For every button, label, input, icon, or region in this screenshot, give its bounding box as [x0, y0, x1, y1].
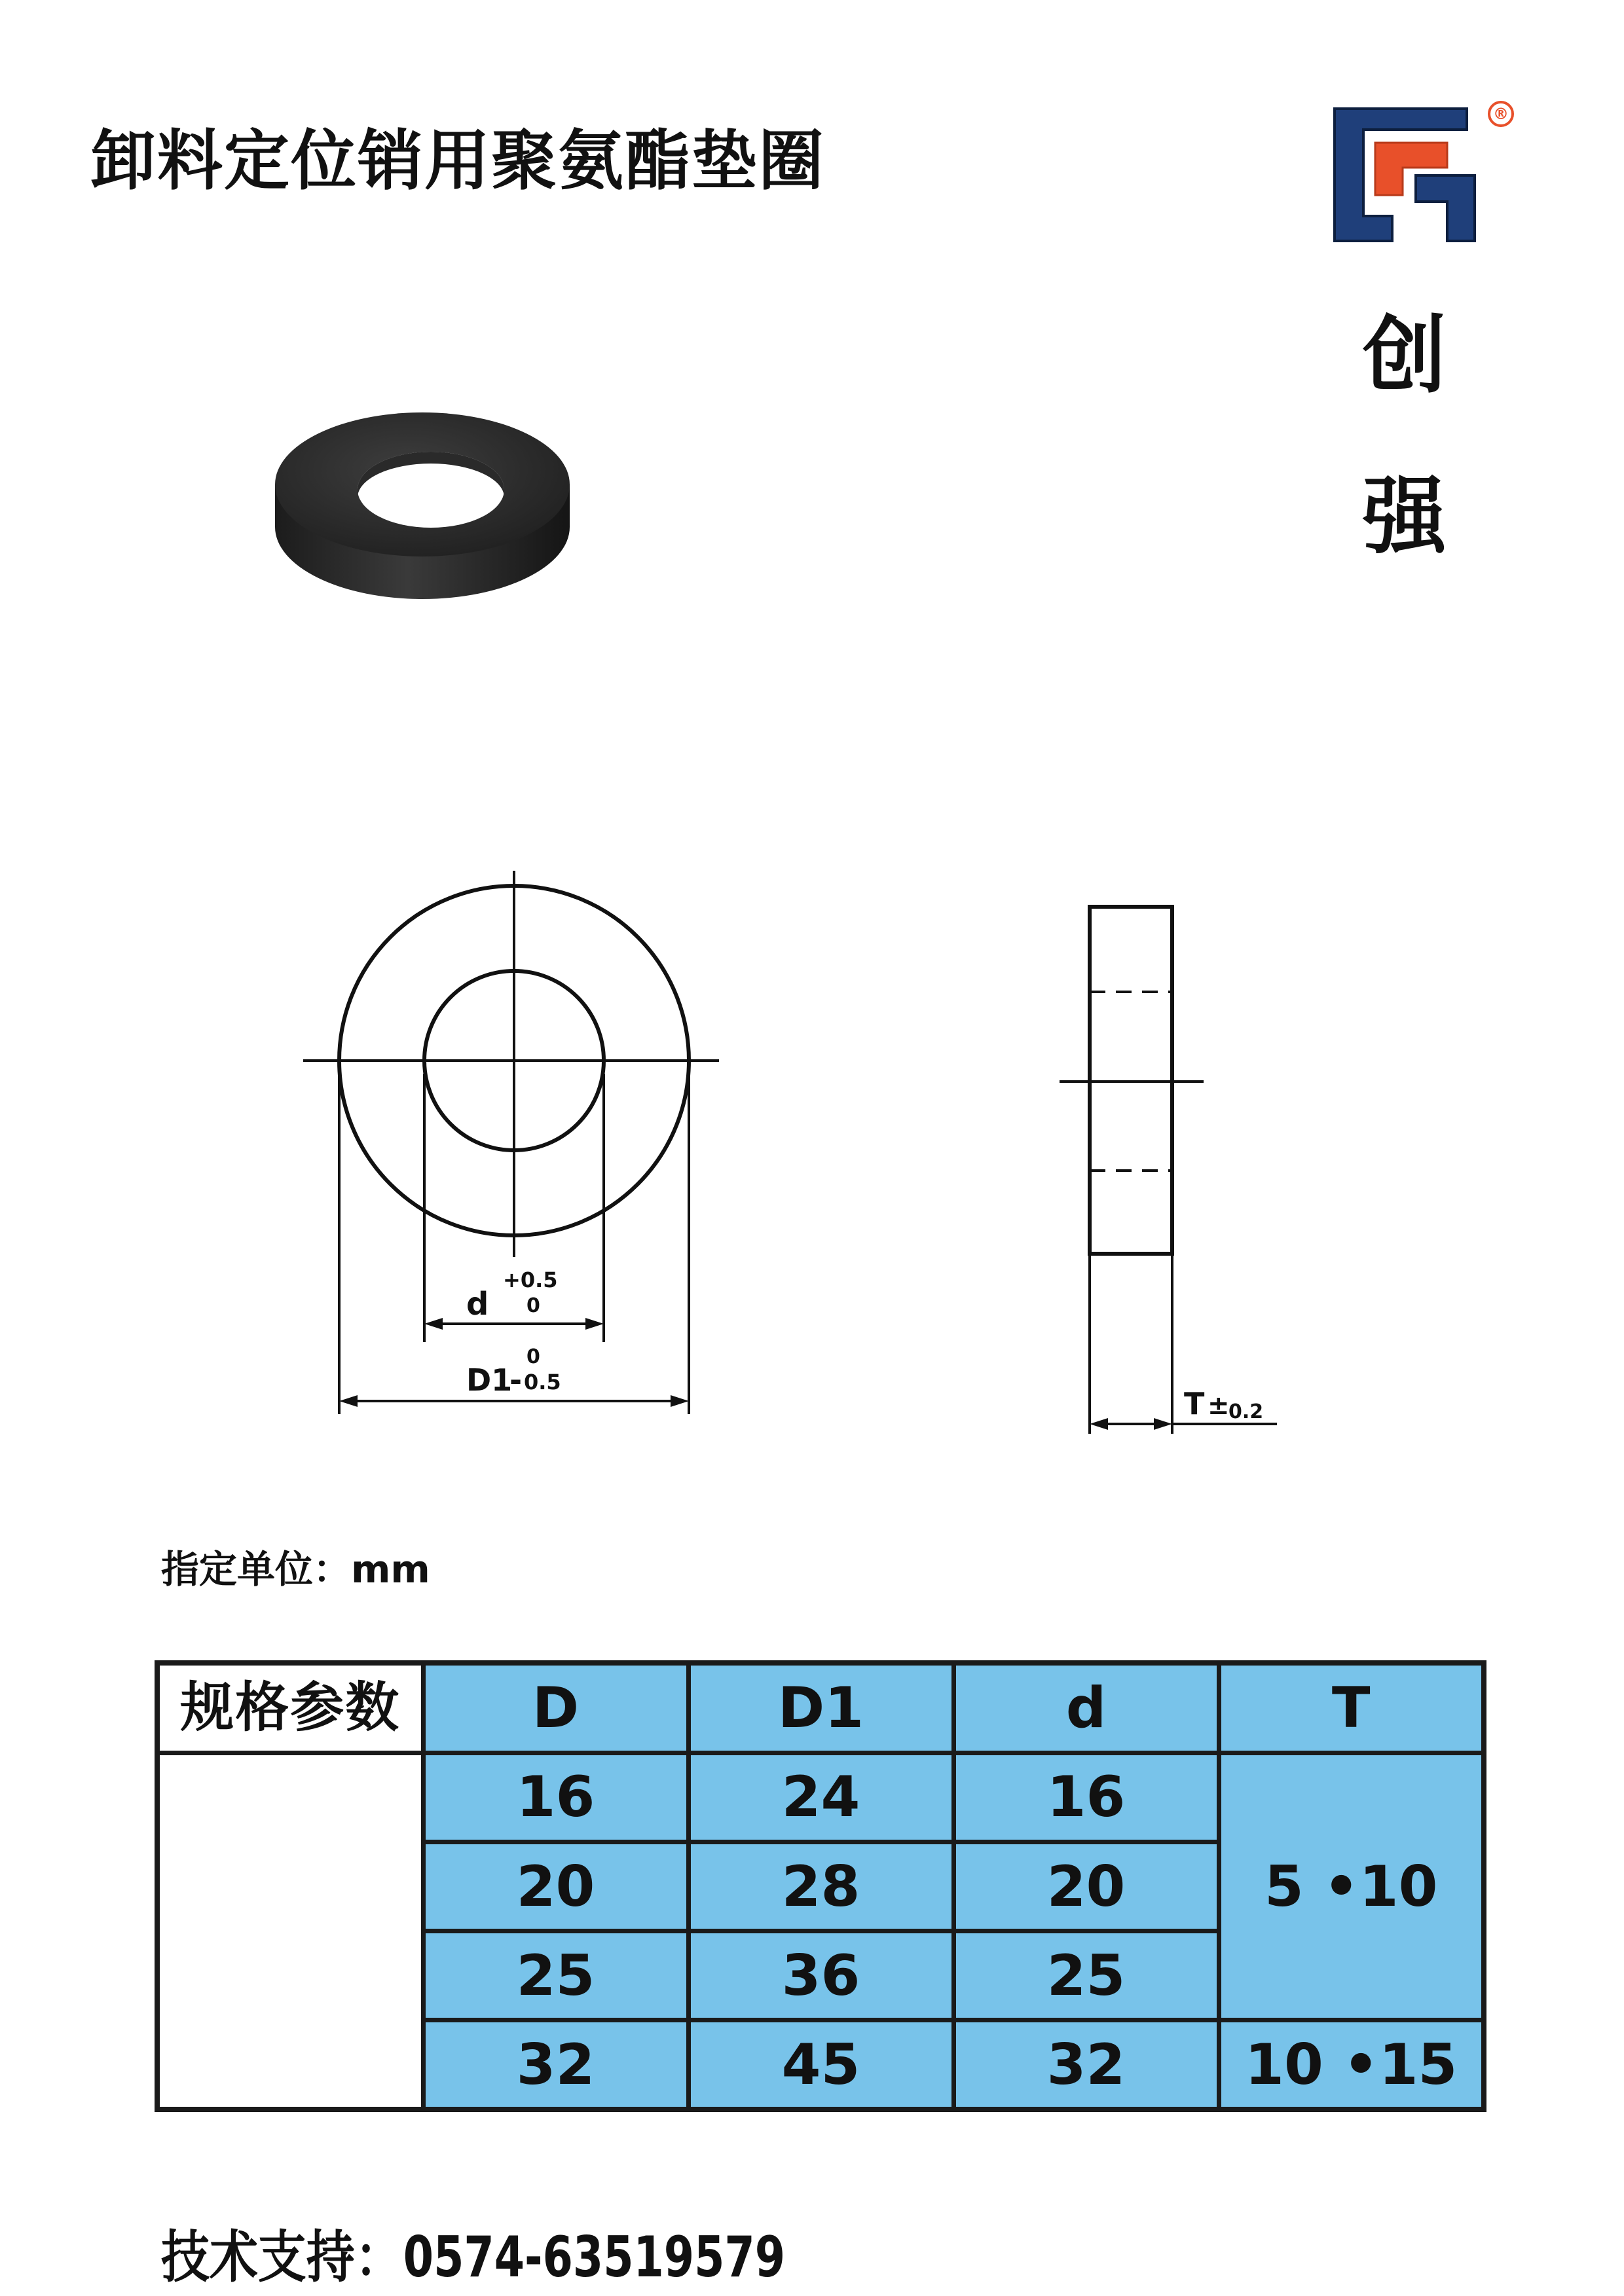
- arrow-icon: [671, 1395, 689, 1407]
- table-blank-cell: [157, 1753, 423, 2109]
- d-tolerance-lower: 0: [526, 1294, 540, 1317]
- cell-T: 5 •10: [1219, 1753, 1484, 2020]
- unit-label: 指定单位：mm: [161, 1547, 430, 1592]
- t-tolerance: 0.2: [1228, 1400, 1264, 1423]
- cell-d: 32: [953, 2020, 1219, 2109]
- d1-tolerance-lower: 0.5: [524, 1370, 561, 1394]
- cell-D: 16: [423, 1753, 688, 1842]
- cell-D1: 28: [688, 1842, 953, 1931]
- header-T: T: [1219, 1663, 1484, 1753]
- header-D: D: [423, 1663, 688, 1753]
- cell-T: 10 •15: [1219, 2020, 1484, 2109]
- table-header-row: [157, 1663, 1484, 1753]
- cell-d: 20: [953, 1842, 1219, 1931]
- header-d: d: [953, 1663, 1219, 1753]
- d-tolerance-upper: +0.5: [503, 1267, 558, 1292]
- brand-name-char: 强: [1362, 468, 1447, 566]
- d1-separator: -: [509, 1362, 523, 1398]
- brand-name-char: 创: [1362, 307, 1447, 405]
- table-row: [157, 1753, 1484, 1842]
- cell-D: 25: [423, 1931, 688, 2020]
- registered-mark-text: ®: [1493, 105, 1509, 123]
- spec-table: [155, 1660, 1486, 2112]
- arrow-icon: [1090, 1418, 1108, 1430]
- cell-d: 16: [953, 1753, 1219, 1842]
- t-symbol: T: [1184, 1386, 1205, 1421]
- header-D1: D1: [688, 1663, 953, 1753]
- d-symbol: d: [466, 1286, 489, 1322]
- arrow-icon: [339, 1395, 358, 1407]
- tech-support-line: 技术支持：0574-63519579: [161, 2225, 786, 2290]
- cell-D: 20: [423, 1842, 688, 1931]
- d1-symbol: D1: [466, 1362, 513, 1398]
- cell-D: 32: [423, 2020, 688, 2109]
- cell-D1: 24: [688, 1753, 953, 1842]
- cell-d: 25: [953, 1931, 1219, 2020]
- cell-D1: 45: [688, 2020, 953, 2109]
- arrow-icon: [585, 1318, 604, 1330]
- d1-tolerance-upper: 0: [526, 1345, 540, 1368]
- t-plus-minus: ±: [1208, 1391, 1230, 1421]
- cell-D1: 36: [688, 1931, 953, 2020]
- page-title: 卸料定位销用聚氨酯垫圈: [90, 122, 825, 199]
- arrow-icon: [424, 1318, 443, 1330]
- table-corner-label: 规格参数: [157, 1663, 423, 1753]
- arrow-icon: [1154, 1418, 1172, 1430]
